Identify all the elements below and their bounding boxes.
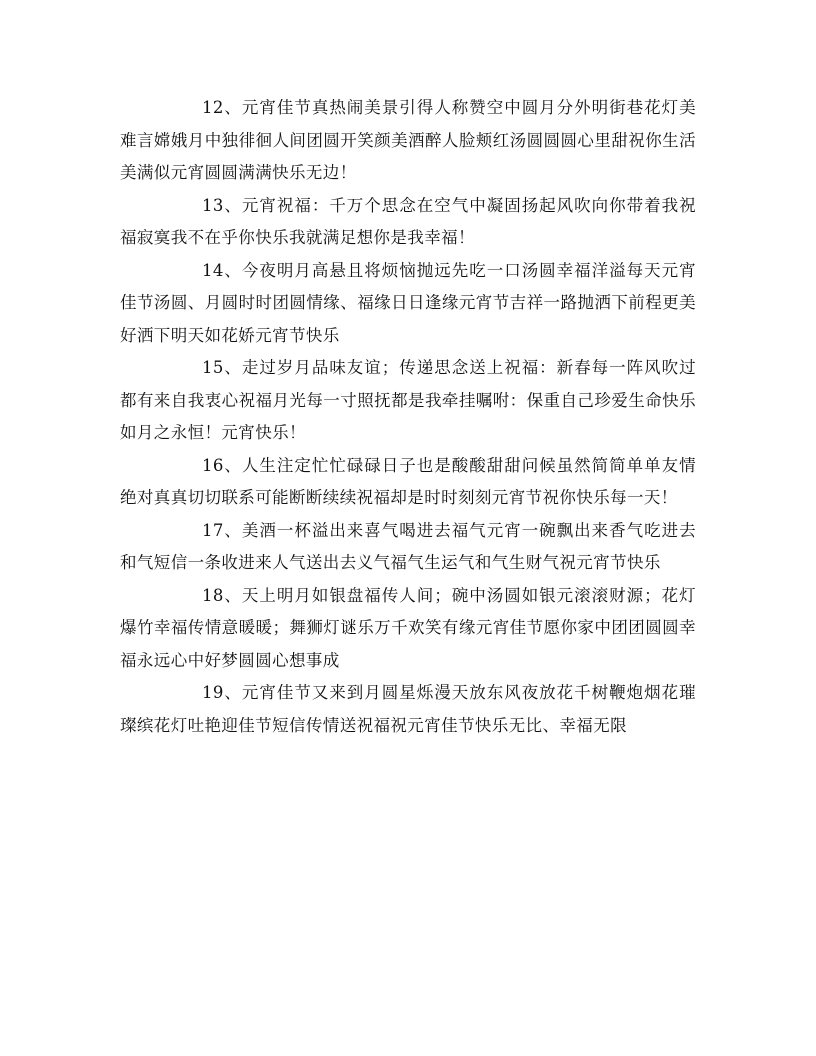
paragraph-17: 17、美酒一杯溢出来喜气喝进去福气元宵一碗飘出来香气吃进去和气短信一条收进来人气送出去义气福气生运气和气生财气祝元宵节快乐 [120,520,696,572]
paragraph-13: 13、元宵祝福：千万个思念在空气中凝固扬起风吹向你带着我祝福寂寞我不在乎你快乐我就满足想你是我幸福！ [120,195,696,247]
paragraph-14: 14、今夜明月高悬且将烦恼抛远先吃一口汤圆幸福洋溢每天元宵佳节汤圆、月圆时时团圆情缘、福缘日日逢缘元宵节吉祥一路抛洒下前程更美好洒下明天如花娇元宵节快乐 [120,260,696,345]
paragraph-15: 15、走过岁月品味友谊；传递思念送上祝福：新春每一阵风吹过都有来自我衷心祝福月光每一寸照抚都是我牵挂嘱咐：保重自己珍爱生命快乐如月之永恒！元宵快乐！ [120,358,696,442]
paragraph-19: 19、元宵佳节又来到月圆星烁漫天放东风夜放花千树鞭炮烟花璀璨缤花灯吐艳迎佳节短信传情送祝福祝元宵佳节快乐无比、幸福无限 [120,683,696,735]
paragraph-12: 12、元宵佳节真热闹美景引得人称赞空中圆月分外明街巷花灯美难言嫦娥月中独徘徊人间团圆开笑颜美酒醉人脸颊红汤圆圆圆心里甜祝你生活美满似元宵圆圆满满快乐无边！ [120,98,696,182]
paragraph-16: 16、人生注定忙忙碌碌日子也是酸酸甜甜问候虽然简简单单友情绝对真真切切联系可能断断续续祝福却是时时刻刻元宵节祝你快乐每一天！ [120,455,696,507]
document-body [120,92,696,742]
paragraph-18: 18、天上明月如银盘福传人间；碗中汤圆如银元滚滚财源；花灯爆竹幸福传情意暖暖；舞狮灯谜乐万千欢笑有缘元宵佳节愿你家中团团圆圆幸福永远心中好梦圆圆心想事成 [120,585,696,670]
